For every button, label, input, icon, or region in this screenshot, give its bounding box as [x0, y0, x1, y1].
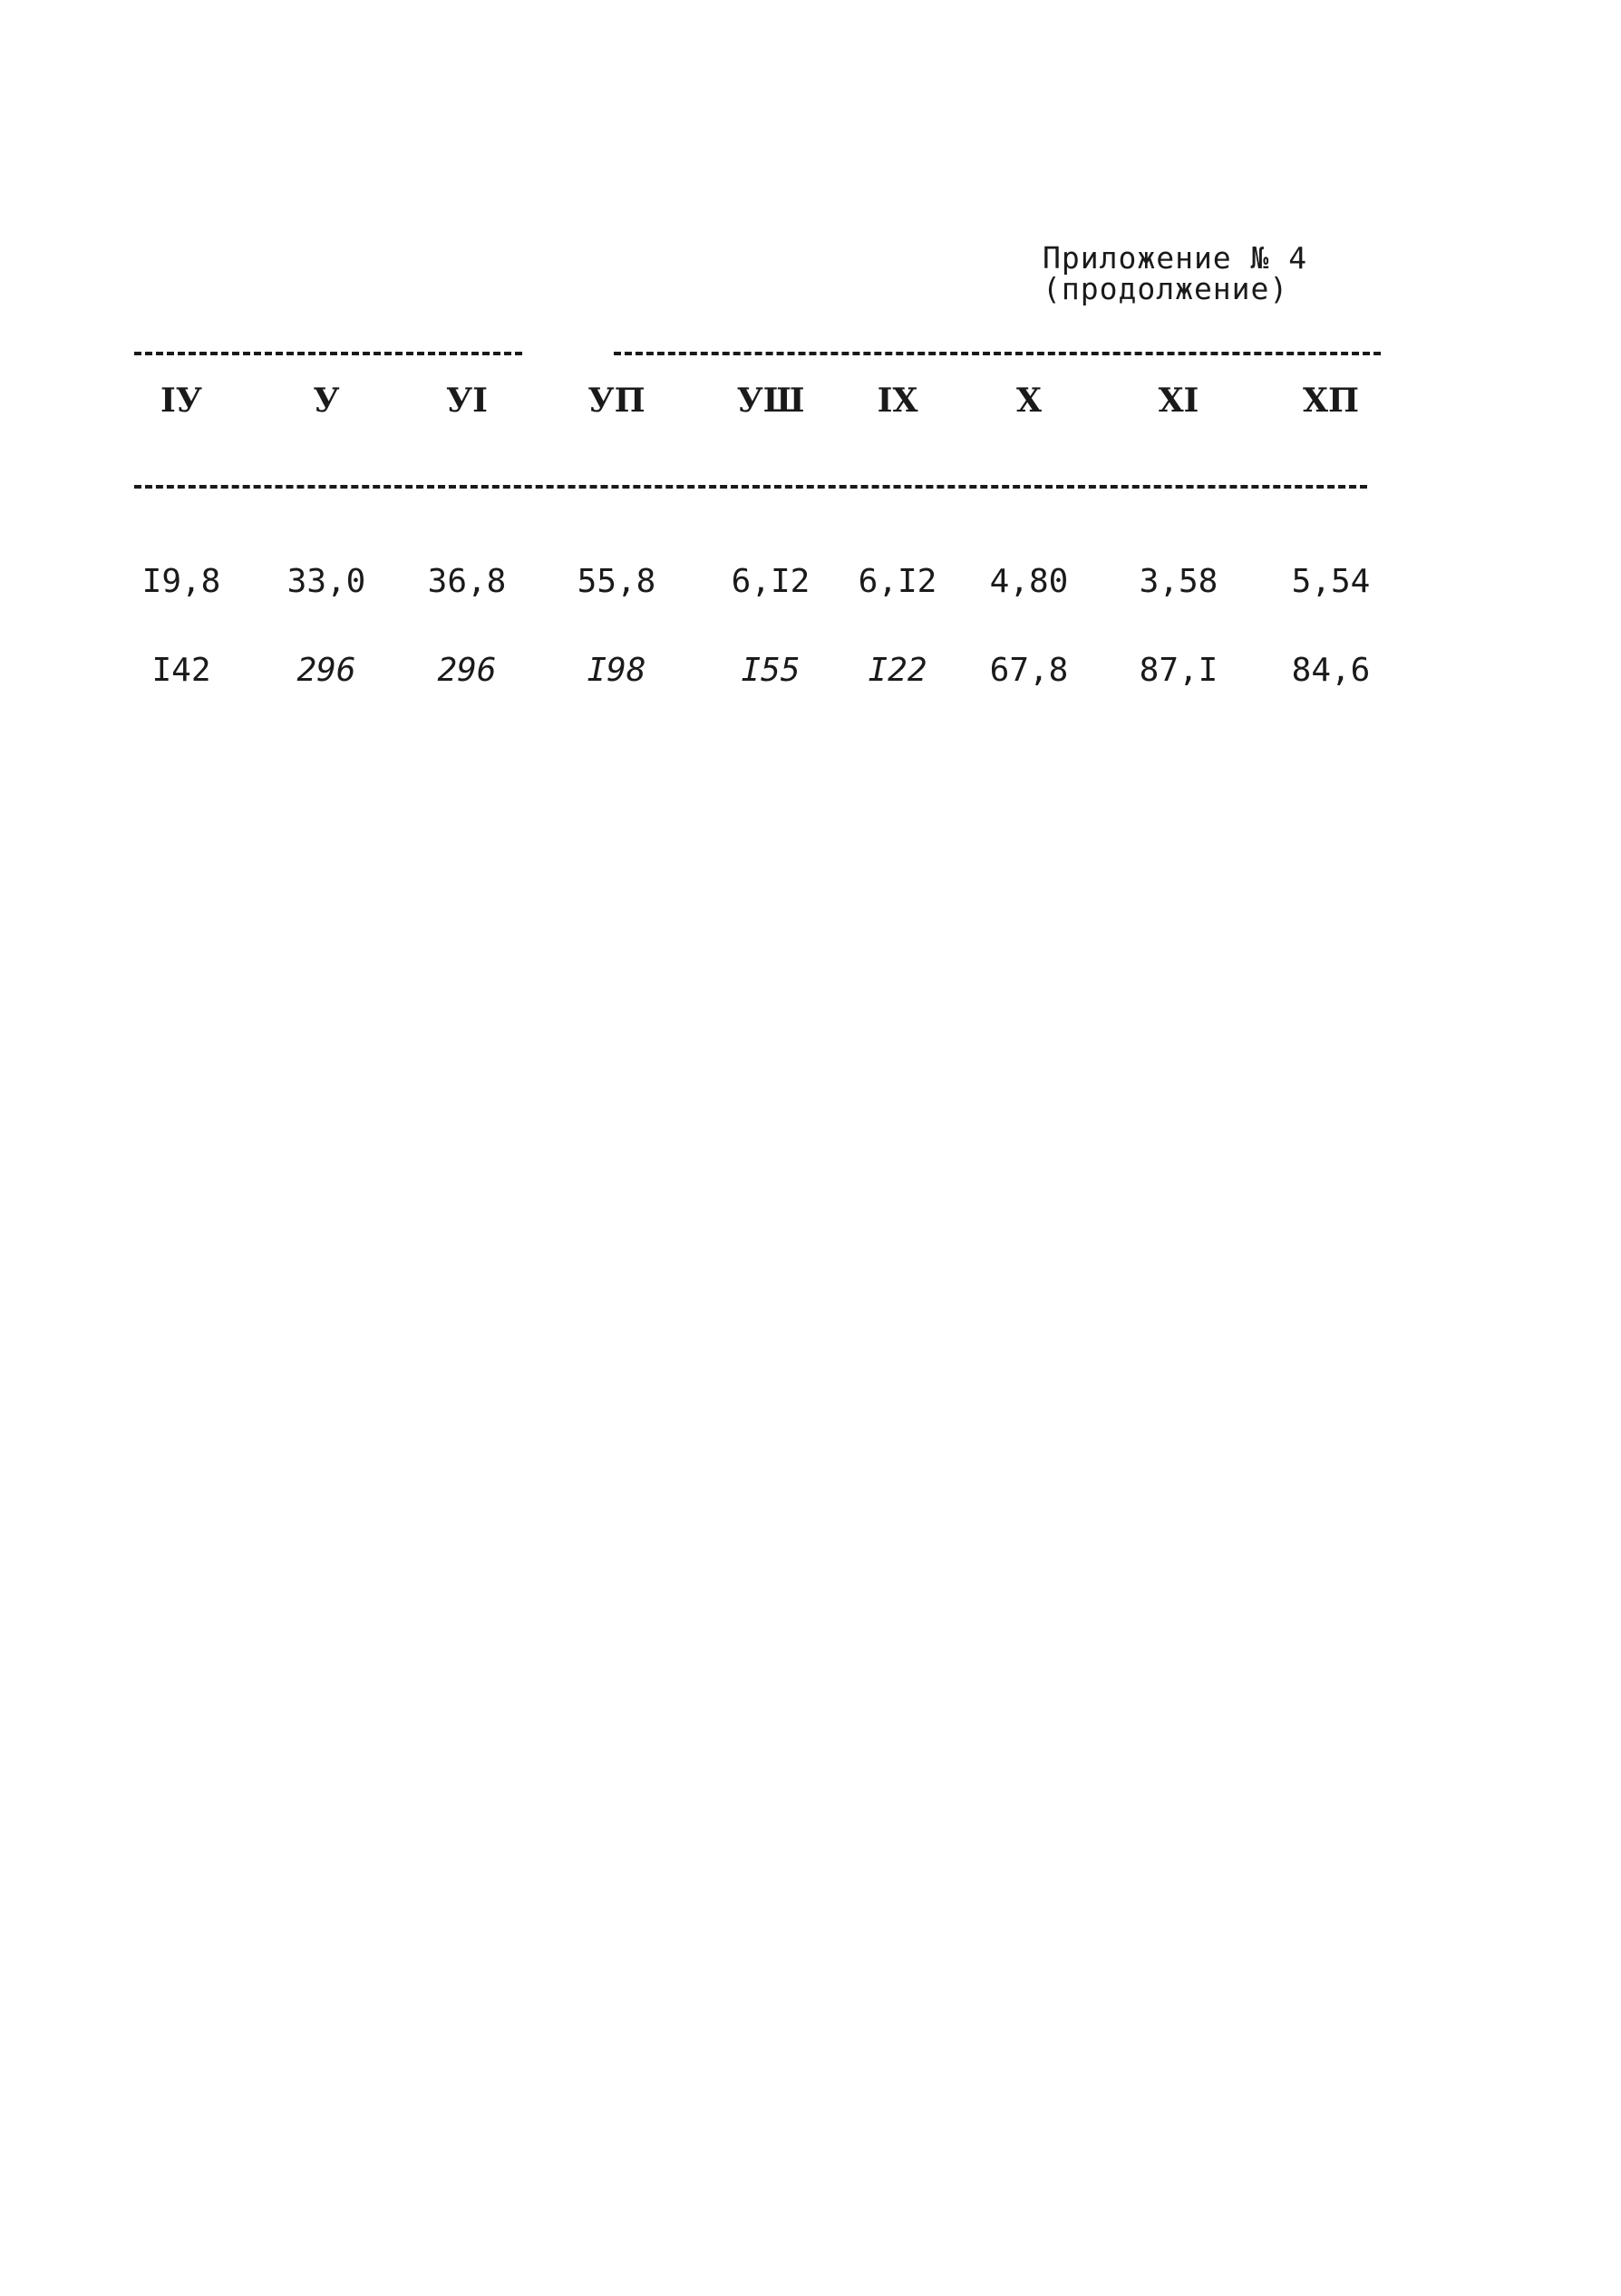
header-cell: X	[1016, 382, 1042, 420]
header-cell: XI	[1158, 382, 1199, 420]
header-cell: УШ	[736, 382, 805, 420]
table-cell: I55	[741, 652, 801, 689]
table-cell: 296	[296, 652, 356, 689]
table-cell: 33,0	[286, 563, 366, 600]
table-cell: I22	[868, 652, 927, 689]
table-cell: 87,I	[1139, 652, 1218, 689]
header-cell: УП	[587, 382, 645, 420]
table-cell: 36,8	[427, 563, 507, 600]
table-top-rule-left	[134, 352, 522, 355]
table-cell: 67,8	[989, 652, 1069, 689]
table-cell: 6,I2	[731, 563, 810, 600]
header-cell: XП	[1303, 382, 1359, 420]
appendix-continuation: (продолжение)	[1043, 271, 1289, 306]
table-cell: 55,8	[577, 563, 656, 600]
table-top-rule-right	[614, 352, 1381, 355]
table-cell: 6,I2	[858, 563, 937, 600]
table-cell: 84,6	[1291, 652, 1371, 689]
appendix-number: Приложение № 4	[1043, 240, 1308, 276]
table-cell: I42	[151, 652, 211, 689]
appendix-heading	[1043, 240, 1308, 306]
table-cell: I98	[587, 652, 646, 689]
table-cell: 296	[437, 652, 497, 689]
header-cell: УI	[445, 382, 489, 420]
table-cell: 4,80	[989, 563, 1069, 600]
table-cell: 3,58	[1139, 563, 1218, 600]
header-cell: IX	[877, 382, 918, 420]
table-header-rule	[134, 485, 1367, 489]
header-cell: У	[313, 382, 340, 420]
header-cell: IУ	[160, 382, 203, 420]
table-cell: 5,54	[1291, 563, 1371, 600]
table-cell: I9,8	[141, 563, 221, 600]
